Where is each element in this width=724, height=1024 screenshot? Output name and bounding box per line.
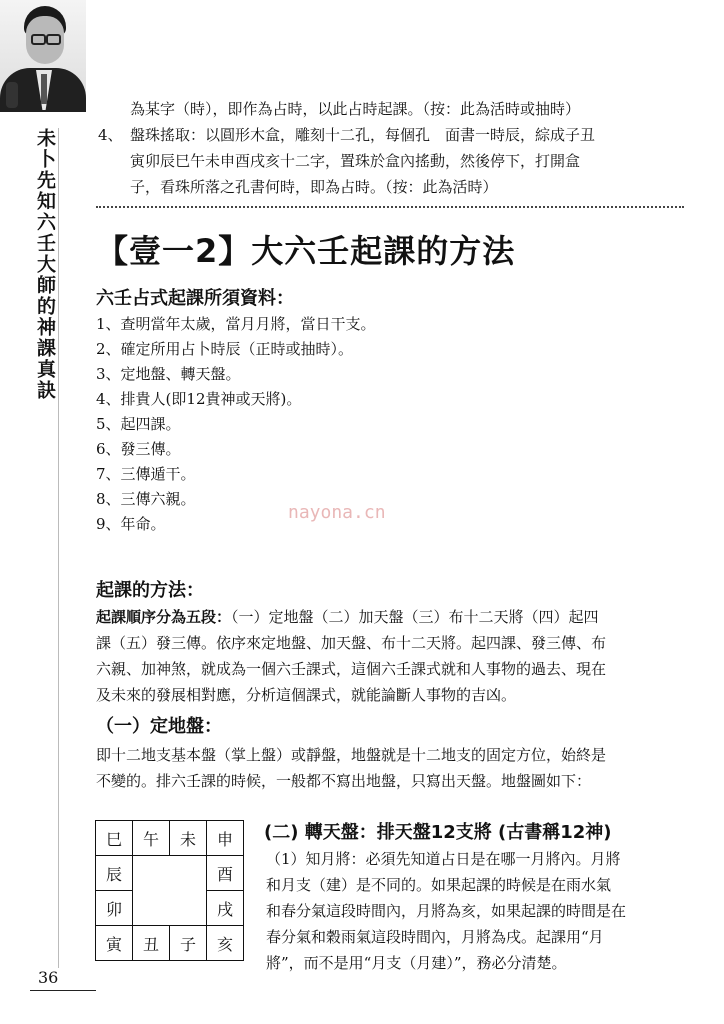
item-4-line-2: 寅卯辰巳午未申酉戌亥十二字，置珠於盒內搖動，然後停下，打開盒 [130,152,581,170]
part-2-title: (二) 轉天盤：排天盤12支將 (古書稱12神) [264,822,612,843]
part-1-title: （一）定地盤： [96,716,222,737]
ground-cell-empty [133,856,170,891]
part-2-line-5: 將”，而不是用“月支（月建）”，務必分清楚。 [266,954,567,972]
list-item: 1、查明當年太歲，當月月將，當日干支。 [96,315,376,333]
ground-cell: 戌 [207,891,244,926]
method-bold-lead: 起課順序分為五段： [96,608,232,626]
part-2-line-4: 春分氣和穀雨氣這段時間內，月將為戌。起課用“月 [266,928,604,946]
ground-cell: 申 [207,821,244,856]
method-title: 起課的方法： [96,580,204,601]
list-item: 6、發三傳。 [96,440,181,458]
section-heading: 【壹一2】大六壬起課的方法 [96,232,516,270]
sidebar-divider [58,128,59,968]
ground-cell: 丑 [133,926,170,961]
list-item: 5、起四課。 [96,415,181,433]
list-item: 3、定地盤、轉天盤。 [96,365,241,383]
ground-cell: 酉 [207,856,244,891]
materials-title: 六壬占式起課所須資料： [96,288,294,309]
item-4-line-3: 子，看珠所落之孔書何時，即為占時。（按：此為活時） [130,178,498,196]
list-item: 4、排貴人(即12貴神或天將)。 [96,390,302,408]
page-number: 36 [38,968,59,987]
item-4-line-1: 盤珠搖取：以圓形木盒，雕刻十二孔，每個孔 面書一時辰，綜成子丑 [130,126,596,144]
watermark: nayona.cn [288,502,386,523]
ground-cell-empty [170,856,207,891]
method-line-4: 及未來的發展相對應，分析這個課式，就能論斷人事物的吉凶。 [96,686,517,704]
dotted-divider [96,206,684,208]
ground-chart [95,820,244,961]
list-item: 8、三傳六親。 [96,490,196,508]
ground-cell: 辰 [96,856,133,891]
method-line-1 [96,604,599,630]
ground-cell-empty [133,891,170,926]
part-2-line-1: （1）知月將：必須先知道占日是在哪一月將內。月將 [266,850,621,868]
method-line-3: 六親、加神煞，就成為一個六壬課式，這個六壬課式就和人事物的過去、現在 [96,660,607,678]
method-line-2: 課（五）發三傳。依序來定地盤、加天盤、布十二天將。起四課、發三傳、布 [96,634,607,652]
list-item: 2、確定所用占卜時辰（正時或抽時）。 [96,340,354,358]
page-number-rule [30,990,96,991]
list-item: 9、年命。 [96,515,166,533]
ground-cell: 子 [170,926,207,961]
author-photo [0,0,86,112]
part-1-line-1: 即十二地支基本盤（掌上盤）或靜盤，地盤就是十二地支的固定方位，始終是 [96,746,607,764]
part-2-line-2: 和月支（建）是不同的。如果起課的時候是在雨水氣 [266,876,612,894]
ground-cell: 未 [170,821,207,856]
ground-cell: 卯 [96,891,133,926]
part-1-line-2: 不變的。排六壬課的時候，一般都不寫出地盤，只寫出天盤。地盤圖如下： [96,772,592,790]
ground-cell: 巳 [96,821,133,856]
ground-cell: 亥 [207,926,244,961]
ground-cell: 午 [133,821,170,856]
top-line-1: 為某字（時），即作為占時，以此占時起課。（按：此為活時或抽時） [130,100,581,118]
item-4-number: 4、 [98,126,123,144]
ground-cell-empty [170,891,207,926]
book-title-vertical: 未卜先知六壬大師的神課真訣 [34,128,56,401]
method-line-1-text: （一）定地盤（二）加天盤（三）布十二天將（四）起四 [231,608,599,626]
part-2-line-3: 和春分氣這段時間內，月將為亥，如果起課的時間是在 [266,902,627,920]
list-item: 7、三傳遁干。 [96,465,196,483]
ground-cell: 寅 [96,926,133,961]
